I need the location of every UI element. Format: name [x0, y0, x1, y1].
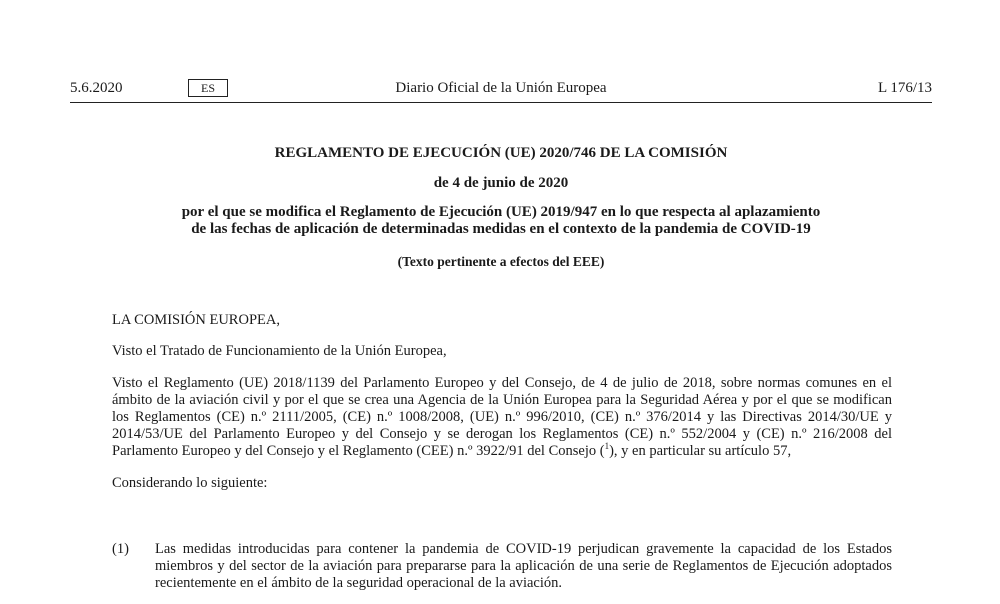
language-badge: ES	[188, 79, 228, 97]
regulation-title-block	[70, 145, 932, 270]
publication-date: 5.6.2020	[70, 80, 123, 96]
eea-relevance-note: (Texto pertinente a efectos del EEE)	[397, 254, 605, 269]
citation-text-end: ), y en particular su artículo 57,	[609, 443, 792, 459]
subject-line-2: de las fechas de aplicación de determinadas medidas en el contexto de la pandemia de COVID-19	[191, 221, 811, 237]
recital-1	[112, 541, 892, 592]
regulation-date: de 4 de junio de 2020	[433, 175, 569, 191]
page-reference: L 176/13	[877, 80, 932, 96]
regulation-citation	[112, 375, 892, 460]
subject-line-1: por el que se modifica el Reglamento de Ejecución (UE) 2019/947 en lo que respecta al aplazamiento	[181, 204, 821, 220]
commission-line: LA COMISIÓN EUROPEA,	[112, 312, 280, 328]
treaty-citation: Visto el Tratado de Funcionamiento de la Unión Europea,	[112, 343, 447, 359]
journal-header	[70, 78, 932, 103]
citation-text: Visto el Reglamento (UE) 2018/1139 del Parlamento Europeo y del Consejo, de 4 de julio de 2018, sobre normas comunes en el ámbito de la aviación civil y por el que se crea una Agencia de la Unión Europea para la Seguridad Aérea y por el que se modifican los Reglamentos (CE) n.º 2111/2005, (CE) n.º 1008/2008, (UE) n.º 996/2010, (CE) n.º 376/2014 y las Directivas 2014/30/UE y 2014/53/UE del Parlamento Europeo y del Consejo y se derogan los Reglamentos (CE) n.º 552/2004 y (CE) n.º 216/2008 del Parlamento Europeo y del Consejo y el Reglamento (CEE) n.º 3922/91 del Consejo (	[112, 375, 892, 459]
regulation-subject	[70, 204, 932, 238]
journal-title: Diario Oficial de la Unión Europea	[395, 80, 607, 96]
document-body	[112, 312, 892, 507]
footnote-link[interactable]: 1	[604, 441, 610, 452]
regulation-title: REGLAMENTO DE EJECUCIÓN (UE) 2020/746 DE LA COMISIÓN	[274, 145, 728, 161]
recital-text: Las medidas introducidas para contener la pandemia de COVID-19 perjudican gravemente la capacidad de los Estados miembros y del sector de la aviación para prepararse para la aplicación de una serie de Reglamentos de Ejecución adoptados recientemente en el ámbito de la seguridad operacional de la aviación.	[155, 541, 892, 591]
considering-heading: Considerando lo siguiente:	[112, 475, 268, 491]
recital-number: (1)	[112, 541, 129, 557]
